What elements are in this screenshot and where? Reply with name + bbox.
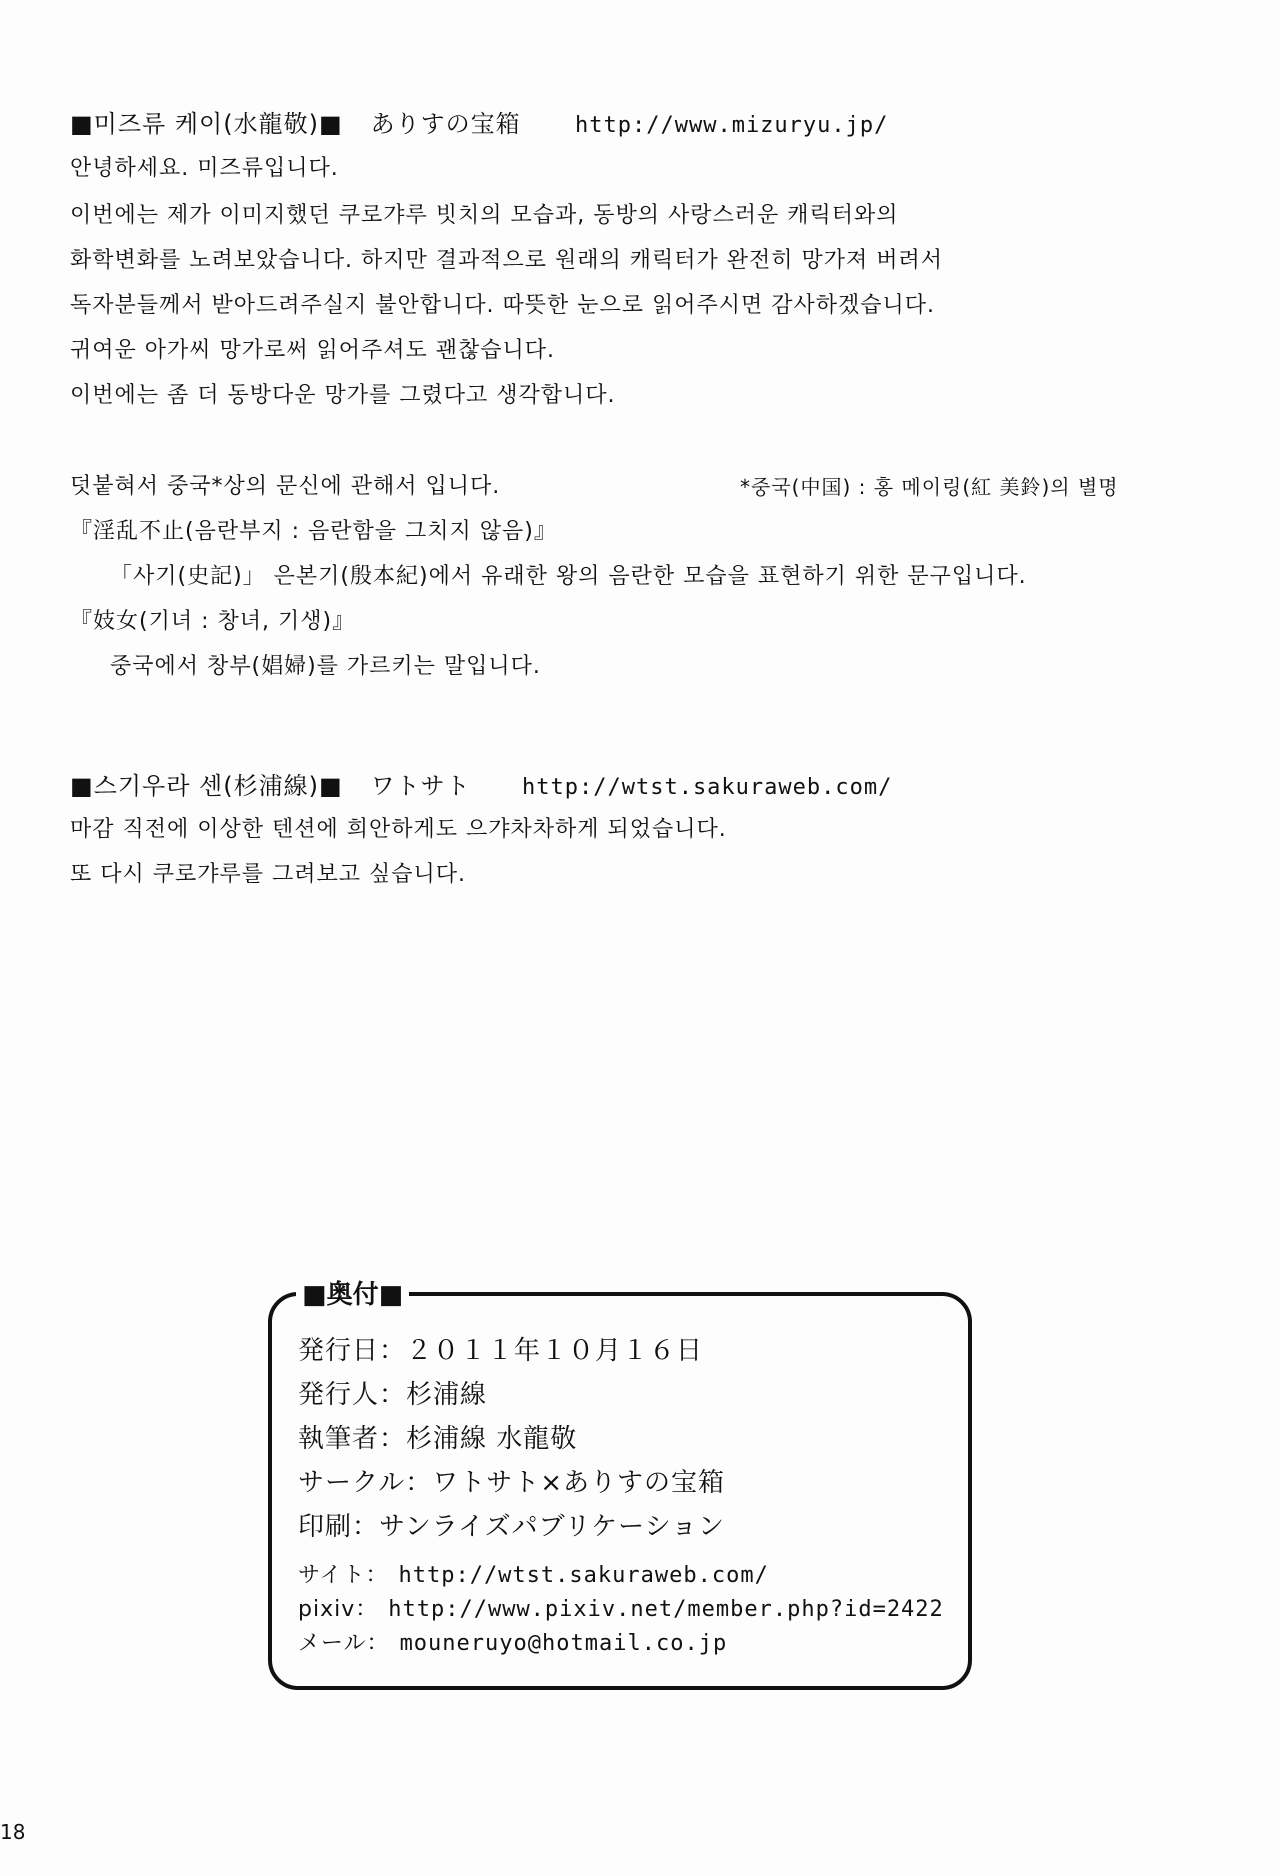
- section2-header: [70, 772, 471, 800]
- section2-paragraph: 마감 직전에 이상한 텐션에 희안하게도 으갸차차하게 되었습니다.: [70, 817, 727, 842]
- notes-intro: 덧붙혀서 중국*상의 문신에 관해서 입니다.: [70, 474, 501, 499]
- colophon-publish-date: 発行日：２０１１年１０月１６日: [298, 1336, 704, 1366]
- notes-footnote: *중국(中国) : 홍 메이링(紅 美鈴)의 별명: [740, 475, 1119, 499]
- section1-header: [70, 110, 521, 138]
- colophon-publisher: 発行人：杉浦線: [298, 1380, 488, 1410]
- section1-paragraph: 화학변화를 노려보았습니다. 하지만 결과적으로 원래의 캐릭터가 완전히 망가져 버려서: [70, 248, 944, 273]
- section1-paragraph: 안녕하세요. 미즈류입니다.: [70, 156, 339, 181]
- section2-paragraph: 또 다시 쿠로갸루를 그려보고 싶습니다.: [70, 862, 466, 887]
- section1-circle: ありすの宝箱: [370, 110, 521, 138]
- section2-circle: ワトサト: [370, 772, 471, 800]
- section2-author: ■스기우라 센(杉浦線)■: [70, 772, 343, 800]
- site-label: サイト：: [298, 1563, 389, 1588]
- section1-url: http://www.mizuryu.jp/: [575, 113, 889, 138]
- section1-paragraph: 이번에는 좀 더 동방다운 망가를 그렸다고 생각합니다.: [70, 383, 616, 408]
- tattoo-1: 『淫乱不止(음란부지 : 음란함을 그치지 않음)』: [70, 519, 557, 544]
- colophon-site-row: [298, 1558, 769, 1589]
- section1-paragraph: 이번에는 제가 이미지했던 쿠로갸루 빗치의 모습과, 동방의 사랑스러운 캐릭터와의: [70, 203, 899, 228]
- page-number: 18: [0, 1820, 26, 1844]
- colophon-box: [268, 1280, 972, 1690]
- pixiv-label: pixiv：: [298, 1597, 379, 1622]
- section1-paragraph: 독자분들께서 받아드려주실지 불안합니다. 따뜻한 눈으로 읽어주시면 감사하겠습니다.: [70, 293, 936, 318]
- section1-paragraph: 귀여운 아가씨 망가로써 읽어주셔도 괜찮습니다.: [70, 338, 556, 363]
- section1-author: ■미즈류 케이(水龍敬)■: [70, 110, 343, 138]
- colophon-mail-row: [298, 1626, 727, 1657]
- tattoo-2: 『妓女(기녀 : 창녀, 기생)』: [70, 609, 356, 634]
- colophon-title: ■奥付■: [296, 1274, 409, 1311]
- mail-link[interactable]: mouneruyo@hotmail.co.jp: [399, 1631, 728, 1656]
- section2-url: http://wtst.sakuraweb.com/: [522, 775, 893, 800]
- pixiv-link[interactable]: http://www.pixiv.net/member.php?id=2422: [388, 1597, 944, 1622]
- colophon-pixiv-row: [298, 1592, 944, 1623]
- colophon-printer: 印刷：サンライズパブリケーション: [298, 1512, 726, 1542]
- colophon-circle: サークル：ワトサト×ありすの宝箱: [298, 1468, 726, 1498]
- colophon-authors: 執筆者：杉浦線 水龍敬: [298, 1424, 578, 1454]
- mail-label: メール：: [298, 1631, 390, 1656]
- site-link[interactable]: http://wtst.sakuraweb.com/: [398, 1563, 769, 1588]
- tattoo-1-description: 「사기(史記)」 은본기(殷本紀)에서 유래한 왕의 음란한 모습을 표현하기 위한 문구입니다.: [110, 564, 1027, 589]
- tattoo-2-description: 중국에서 창부(娼婦)를 가르키는 말입니다.: [110, 654, 541, 679]
